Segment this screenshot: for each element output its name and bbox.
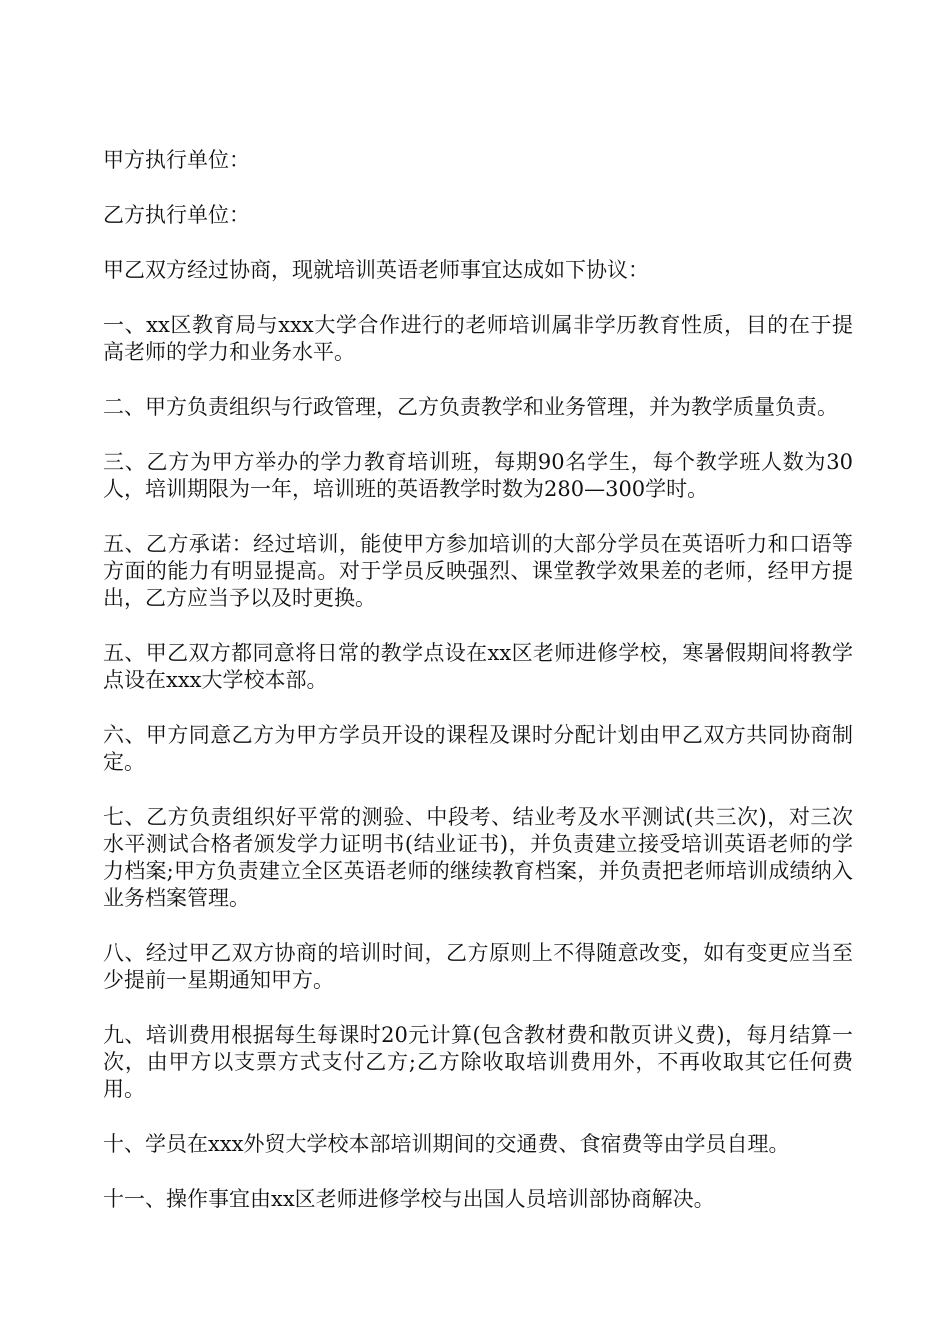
document-body [103, 147, 853, 1241]
clause-1: 一、xx区教育局与xxx大学合作进行的老师培训属非学历教育性质，目的在于提高老师的学力和业务水平。 [103, 313, 853, 364]
clause-3: 三、乙方为甲方举办的学力教育培训班，每期90名学生，每个教学班人数为30人，培训期限为一年，培训班的英语教学时数为280—300学时。 [103, 450, 853, 501]
clause-11: 十一、操作事宜由xx区老师进修学校与出国人员培训部协商解决。 [103, 1187, 715, 1211]
clause-10: 十、学员在xxx外贸大学校本部培训期间的交通费、食宿费等由学员自理。 [103, 1132, 790, 1156]
party-a-unit: 甲方执行单位： [103, 148, 250, 172]
party-b-unit: 乙方执行单位： [103, 203, 250, 227]
clause-2: 二、甲方负责组织与行政管理，乙方负责教学和业务管理，并为教学质量负责。 [103, 395, 838, 419]
clause-5b: 五、甲乙双方都同意将日常的教学点设在xx区老师进修学校，寒暑假期间将教学点设在xxx大学校本部。 [103, 641, 853, 692]
clause-8: 八、经过甲乙双方协商的培训时间，乙方原则上不得随意改变，如有变更应当至少提前一星期通知甲方。 [103, 941, 853, 992]
clause-6: 六、甲方同意乙方为甲方学员开设的课程及课时分配计划由甲乙双方共同协商制定。 [103, 723, 853, 774]
agreement-intro: 甲乙双方经过协商，现就培训英语老师事宜达成如下协议： [103, 258, 649, 282]
clause-5a: 五、乙方承诺：经过培训，能使甲方参加培训的大部分学员在英语听力和口语等方面的能力有明显提高。对于学员反映强烈、课堂教学效果差的老师，经甲方提出，乙方应当予以及时更换。 [103, 532, 853, 610]
clause-9: 九、培训费用根据每生每课时20元计算(包含教材费和散页讲义费)，每月结算一次，由甲方以支票方式支付乙方;乙方除收取培训费用外，不再收取其它任何费用。 [103, 1023, 853, 1101]
clause-7: 七、乙方负责组织好平常的测验、中段考、结业考及水平测试(共三次)，对三次水平测试合格者颁发学力证明书(结业证书)，并负责建立接受培训英语老师的学力档案;甲方负责建立全区英语老师的继续教育档案，并负责把老师培训成绩纳入业务档案管理。 [103, 805, 853, 910]
